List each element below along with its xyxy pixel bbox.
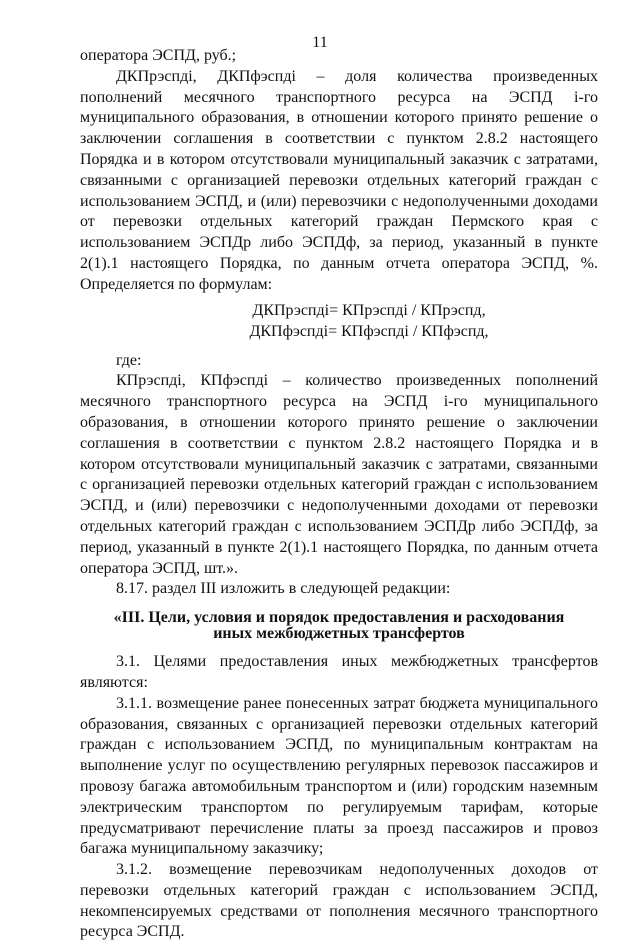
paragraph-3-1-2: 3.1.2. возмещение перевозчикам недополученных доходов от перевозки отдельных категорий граждан с использованием ЭСПД, некомпенсируемых средствами от пополнения месячного транспортного ресурса ЭСПД.: [80, 861, 598, 941]
paragraph-3-1-1: 3.1.1. возмещение ранее понесенных затрат бюджета муниципального образования, связанных с организацией перевозки отдельных категорий граждан с использованием ЭСПД, по муниципальным контрактам на выполнение услуг по осуществлению регулярных перевозок пассажиров и провозу багажа автомобильным транспортом и (или) городским наземным электрическим транспортом по регулируемым тарифам, которые предусматривают перечисление платы за проезд пассажиров и провоз багажа муниципальному заказчику;: [80, 694, 598, 858]
paragraph-3-1: 3.1. Целями предоставления иных межбюджетных трансфертов являются:: [80, 653, 598, 691]
section-heading-line-2: иных межбюджетных трансфертов: [213, 625, 465, 643]
page-number: 11: [312, 34, 328, 51]
paragraph-where: где:: [116, 351, 142, 369]
paragraph-section-amendment: 8.17. раздел III изложить в следующей редакции:: [116, 580, 451, 598]
formula-dkp-f: ДКПфэспдi= КПфэспдi / КПфэспд,: [249, 322, 489, 340]
paragraph-rubles: оператора ЭСПД, руб.;: [80, 47, 237, 64]
document-body: [80, 46, 598, 943]
paragraph-kp-definition: КПрэспдi, КПфэспдi – количество произведенных пополнений месячного транспортного ресурса на ЭСПД i-го муниципального образования, в отношении которого принято решение о заключении соглашения в соответствии с пунктом 2.8.2 настоящего Порядка и в котором отсутствовали муниципальный заказчик с затратами, связанными с организацией перевозки отдельных категорий граждан с использованием ЭСПД, и (или) перевозчики с недополученными доходами от перевозки отдельных категорий граждан с использованием ЭСПДр либо ЭСПДф, за период, указанный в пункте 2(1).1 настоящего Порядка, по данным отчета оператора ЭСПД, шт.».: [80, 372, 598, 577]
formula-dkp-r: ДКПрэспдi= КПрэспдi / КПрэспд,: [252, 301, 486, 319]
section-heading-line-1: «III. Цели, условия и порядок предоставления и расходования: [113, 609, 565, 627]
paragraph-dkp-definition: ДКПрэспдi, ДКПфэспдi – доля количества произведенных пополнений месячного транспортного ресурса на ЭСПД i-го муниципального образования, в отношении которого принято решение о заключении соглашения в соответствии с пунктом 2.8.2 настоящего Порядка и в котором отсутствовали муниципальный заказчик с затратами, связанными с организацией перевозки отдельных категорий граждан с использованием ЭСПД, и (или) перевозчики с недополученными доходами от перевозки отдельных категорий граждан Пермского края с использованием ЭСПДр либо ЭСПДф, за период, указанный в пункте 2(1).1 настоящего Порядка, по данным отчета оператора ЭСПД, %. Определяется по формулам:: [80, 67, 598, 293]
